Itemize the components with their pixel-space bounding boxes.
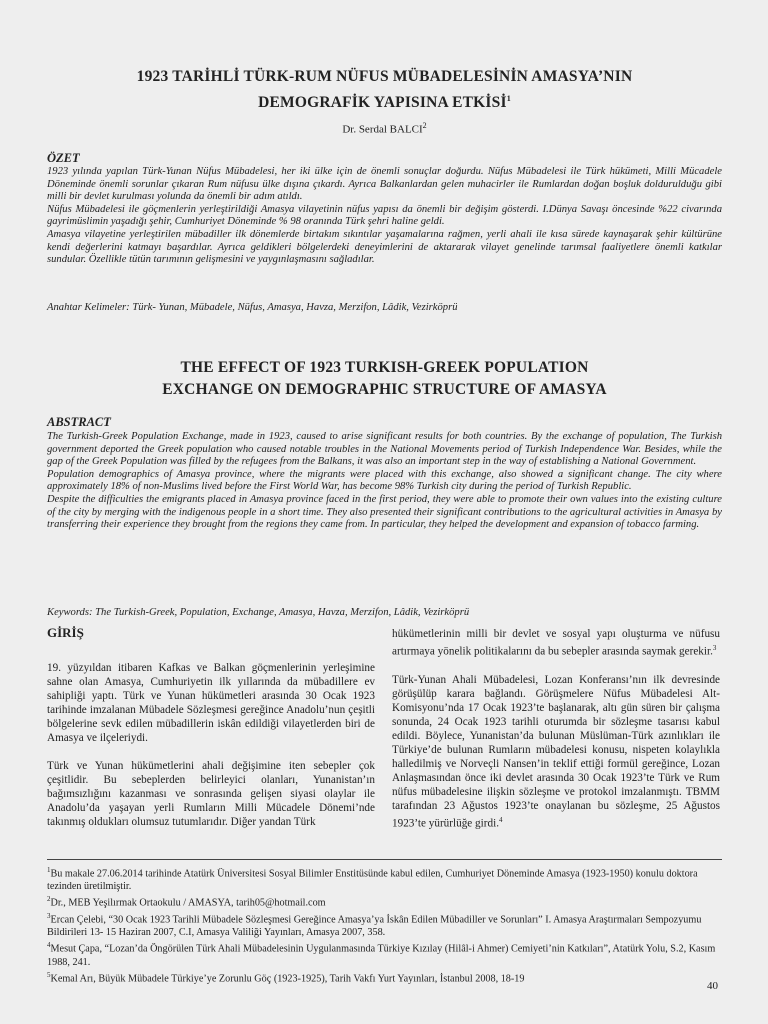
body-right-column (392, 627, 720, 844)
footnote-item (47, 893, 722, 909)
right-paragraph-1: hükümetlerinin milli bir devlet ve sosyal yapı oluşturma ve nüfusu artırmaya yönelik politikalarını da bu sebepler arasında saymak gerekir.$^3$ (392, 628, 720, 658)
footnote-ref-4[interactable]: 4 (499, 815, 503, 824)
footnote-item (47, 939, 722, 968)
footnotes (47, 864, 722, 985)
english-abstract (47, 431, 722, 532)
ozet-paragraph: Amasya vilayetine yerleştirilen mübadiller ilk dönemlerde birtakım sıkıntılar yaşamalarına rağmen, yerli ahali ile kısa sürede kaynaşarak şehir kültürüne kendi değerlerini katmayı başardılar. Ayrıca geldikleri bölgelerdeki deneyimlerini de aktararak vilayet genelinde tarımsal faaliyetlere önemli katkılar sundular. Özellikle tütün tarımının gelişmesini ve yaygınlaşmasını sağladılar. (47, 228, 722, 266)
abstract-paragraph: Despite the difficulties the emigrants placed in Amasya province faced in the first period, they were able to promote their own values into the existing culture of the city by merging with the indigenous people in a short time. They also presented their significant contributions to the agricultural activities in Amasya by transferring their experience they brought from the regions they came from. In particular, they helped the development and expansion of tobacco farming. (47, 493, 722, 531)
footnote-number: 1 (47, 866, 51, 874)
page-number: 40 (707, 980, 718, 992)
turkish-abstract (47, 166, 722, 267)
footnote-number: 4 (47, 941, 51, 950)
footnote-divider (47, 859, 722, 860)
turkish-keywords: Anahtar Kelimeler: Türk- Yunan, Mübadele, Nüfus, Amasya, Havza, Merzifon, Lâdik, Vezirköprü (47, 302, 458, 313)
giris-heading: GİRİŞ (47, 625, 84, 640)
body-left-column (47, 661, 375, 843)
abstract-paragraph: Population demographics of Amasya province, where the migrants were placed with this exchange, also showed a significant change. The city where approximately 18% of non-Muslims lived before the First World War, has become 98% Turkish city during the period of Turkish Republic. (47, 468, 722, 493)
author-line: Dr. Serdal BALCI$^2$ (342, 121, 427, 136)
footnote-number: 2 (47, 895, 51, 904)
footnote-text: Mesut Çapa, “Lozan’da Öngörülen Türk Ahali Mübadelesinin Uygulanmasında Türkiye Kızılay (Hilâl-i Ahmer) Cemiyeti’nin Katkıları”, Atatürk Yolu, S.2, Kasım 1988, 241. (47, 943, 716, 968)
footnote-number: 5 (47, 970, 51, 979)
footnote-item (47, 864, 722, 893)
footnote-item (47, 969, 722, 985)
footnote-text: Bu makale 27.06.2014 tarihinde Atatürk Üniversitesi Sosyal Bilimler Enstitüsünde kabul edilen, Cumhuriyet Döneminde Amasya (1923-1950) konulu doktora tezinden üretilmiştir. (47, 868, 698, 893)
footnote-text: Dr., MEB Yeşilırmak Ortaokulu / AMASYA, tarih05@hotmail.com (50, 897, 326, 909)
english-title (47, 357, 722, 401)
ozet-heading: ÖZET (47, 151, 80, 165)
english-title-line-1: THE EFFECT OF 1923 TURKISH-GREEK POPULATION (180, 359, 589, 376)
english-title-line-2: EXCHANGE ON DEMOGRAPHIC STRUCTURE OF AMASYA (162, 381, 607, 398)
right-paragraph-2: Türk-Yunan Ahali Mübadelesi, Lozan Konferansı’nın ilk devresinde görüşülüp karara bağlandı. Görüşmelere Nüfus Mübadelesi Alt-Komisyonu’nda 17 Ocak 1923’te başlanarak, altı gün süren bir çalışma sonunda, 24 Ocak 1923 tarihli oturumda bir sözleşme tasarısı kabul edildi. Böylece, Yunanistan’da bulunan Müslüman-Türk azınlıkları ile Türkiye’de bulunan Rumların mübadelesi konusu, nispeten kolaylıkla halledilmiş ve Norveçli Nansen’in teklif ettiği formül gereğince, Lozan Anlaşmasından önce iki devlet arasında 30 Ocak 1923’te Türk ve Rum nüfus mübadelesine ilişkin sözleşme ve protokol imzalanmıştı. TBMM tarafından 23 Ağustos 1923’te onaylanan bu sözleşme, 25 Ağustos 1923’te yürürlüğe girdi.$^4$ (392, 673, 720, 830)
turkish-title (47, 66, 722, 114)
left-paragraph: Türk ve Yunan hükümetlerini ahali değişimine iten sebepler çok çeşitlidir. Bu sebeplerden belirleyici olanları, Yunanistan’ın bağımsızlığını kazanması ve sonrasında gelişen siyasi olaylar ile Anadolu’da yaşayan yerli Rumların Milli Mücadele Dönemi’nde takınmış oldukları olumsuz tutumlarıdır. Diğer yandan Türk (47, 760, 375, 828)
english-keywords: Keywords: The Turkish-Greek, Population, Exchange, Amasya, Havza, Merzifon, Lâdik, Vezirköprü (47, 607, 470, 618)
footnote-text: Ercan Çelebi, “30 Ocak 1923 Tarihli Mübadele Sözleşmesi Gereğince Amasya’ya İskân Edilen Mübadiller ve Sorunları” I. Amasya Araştırmaları Sempozyumu Bildirileri 13- 15 Haziran 2007, C.I, Amasya Valiliği Yayınları, Amasya 2007, 358. (47, 914, 702, 939)
footnote-item (47, 910, 722, 939)
abstract-heading: ABSTRACT (47, 415, 111, 429)
turkish-title-line-1: 1923 TARİHLİ TÜRK-RUM NÜFUS MÜBADELESİNİN AMASYA’NIN (136, 68, 633, 85)
footnote-number: 3 (47, 911, 51, 920)
abstract-paragraph: The Turkish-Greek Population Exchange, made in 1923, caused to arise significant results for both countries. By the exchange of population, The Turkish government deported the Greek population who caused notable troubles in the National Movements period of Turkish Independence War. Besides, while the gap of the Greek Population was filled by the refugees from the Balkans, it was also an important step in the way of establishing a National Government. (47, 431, 722, 468)
author-footnote-ref[interactable]: 2 (422, 121, 427, 130)
ozet-paragraph: Nüfus Mübadelesi ile göçmenlerin yerleştirildiği Amasya vilayetinin nüfus yapısı da önemli bir değişim gösterdi. I.Dünya Savaşı öncesinde %22 civarında gayrimüslimin yaşadığı şehir, Cumhuriyet Döneminde % 98 oranında Türk şehri haline geldi. (47, 203, 722, 228)
title-footnote-ref[interactable]: 1 (506, 94, 511, 103)
left-paragraph: 19. yüzyıldan itibaren Kafkas ve Balkan göçmenlerinin yerleşimine sahne olan Amasya, Cumhuriyetin ilk yıllarında da mübadillere ev sahipliği yaptı. Türk ve Yunan hükümetleri arasında 30 Ocak 1923 tarihinde imzalanan Mübadele Sözleşmesi gereğince Anadolu’nun çeşitli bölgelerine sevk edilen mübadillerin iskân edildiği vilayetlerden biri de Amasya ve ilçeleriydi. (47, 662, 375, 744)
footnote-text: Kemal Arı, Büyük Mübadele Türkiye’ye Zorunlu Göç (1923-1925), Tarih Vakfı Yurt Yayınları, İstanbul 2008, 18-19 (50, 972, 525, 984)
turkish-title-line-2: DEMOGRAFİK YAPISINA ETKİSİ$^1$ (258, 94, 511, 112)
footnote-ref-3[interactable]: 3 (712, 644, 717, 652)
ozet-paragraph: 1923 yılında yapılan Türk-Yunan Nüfus Mübadelesi, her iki ülke için de önemli sonuçlar doğurdu. Nüfus Mübadelesi ile Türk hükümeti, Milli Mücadele Döneminde önemli sorunlar çıkaran Rum nüfusu ülke dışına çıkardı. Ayrıca Balkanlardan gelen muhacirler ile Rumlardan doğan boşluk doldurulduğu gibi milli bir devlet kurulması yolunda da önemli bir adım atıldı. (47, 166, 722, 203)
